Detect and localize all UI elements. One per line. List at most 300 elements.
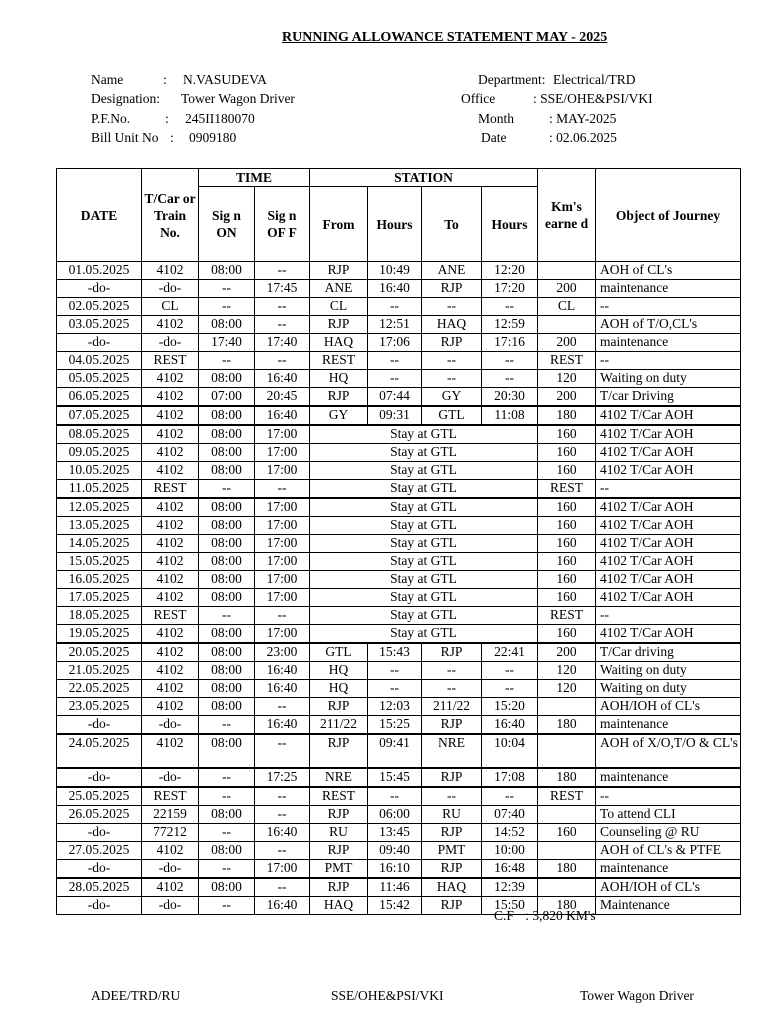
cell-kms <box>538 698 596 716</box>
table-row <box>57 334 741 352</box>
cell-hours-2: 16:40 <box>482 716 538 735</box>
cell-hours-1: -- <box>368 298 422 316</box>
cell-tcar: 4102 <box>142 662 199 680</box>
cell-date: 07.05.2025 <box>57 406 142 425</box>
cell-sign-off: 17:00 <box>255 553 310 571</box>
cell-sign-on: 08:00 <box>199 517 255 535</box>
table-row <box>57 462 741 480</box>
cell-tcar: 4102 <box>142 643 199 662</box>
cell-tcar: -do- <box>142 768 199 787</box>
cell-object: -- <box>596 352 741 370</box>
cell-sign-off: 17:00 <box>255 498 310 517</box>
cell-sign-off: 16:40 <box>255 897 310 915</box>
cell-object: AOH of CL's <box>596 262 741 280</box>
cell-tcar: 4102 <box>142 406 199 425</box>
cell-sign-on: 08:00 <box>199 370 255 388</box>
cell-from: RJP <box>310 842 368 860</box>
cell-to: RJP <box>422 824 482 842</box>
signature-sse: SSE/OHE&PSI/VKI <box>331 988 444 1003</box>
cell-sign-off: -- <box>255 787 310 806</box>
cell-kms <box>538 842 596 860</box>
cell-object: Waiting on duty <box>596 370 741 388</box>
bill-unit-value: 0909180 <box>189 130 237 145</box>
cell-object: 4102 T/Car AOH <box>596 498 741 517</box>
cell-stay: Stay at GTL <box>310 553 538 571</box>
cell-object: T/car Driving <box>596 388 741 407</box>
col-header-date: DATE <box>57 169 142 262</box>
cell-hours-2: 17:20 <box>482 280 538 298</box>
cell-stay: Stay at GTL <box>310 571 538 589</box>
cell-date: 16.05.2025 <box>57 571 142 589</box>
table-row <box>57 897 741 915</box>
cell-sign-on: 08:00 <box>199 571 255 589</box>
cell-hours-2: 16:48 <box>482 860 538 879</box>
cell-tcar: 4102 <box>142 462 199 480</box>
cell-object: maintenance <box>596 768 741 787</box>
cell-object: T/Car driving <box>596 643 741 662</box>
cell-hours-1: -- <box>368 680 422 698</box>
cell-object: 4102 T/Car AOH <box>596 517 741 535</box>
cell-from: CL <box>310 298 368 316</box>
cell-sign-off: 17:00 <box>255 589 310 607</box>
table-row <box>57 280 741 298</box>
date-value: : 02.06.2025 <box>549 130 617 145</box>
cell-tcar: 4102 <box>142 734 199 768</box>
table-row <box>57 643 741 662</box>
cf-value: : 3,820 KM's <box>525 908 596 923</box>
cell-sign-on: -- <box>199 897 255 915</box>
cell-date: 24.05.2025 <box>57 734 142 768</box>
cell-from: HQ <box>310 370 368 388</box>
cell-kms: 120 <box>538 680 596 698</box>
cell-tcar: REST <box>142 352 199 370</box>
cell-sign-on: 07:00 <box>199 388 255 407</box>
cell-date: 20.05.2025 <box>57 643 142 662</box>
table-row <box>57 787 741 806</box>
cell-tcar: 4102 <box>142 553 199 571</box>
cell-sign-off: 23:00 <box>255 643 310 662</box>
cell-hours-2: -- <box>482 352 538 370</box>
cell-hours-2: 15:50 <box>482 897 538 915</box>
cell-hours-2: 07:40 <box>482 806 538 824</box>
cell-object: maintenance <box>596 334 741 352</box>
cell-sign-off: -- <box>255 878 310 897</box>
cell-tcar: -do- <box>142 280 199 298</box>
cell-sign-on: -- <box>199 768 255 787</box>
cell-to: RJP <box>422 643 482 662</box>
cell-hours-2: -- <box>482 662 538 680</box>
cell-kms: 160 <box>538 517 596 535</box>
cell-date: 17.05.2025 <box>57 589 142 607</box>
cell-object: -- <box>596 480 741 499</box>
cell-to: RJP <box>422 768 482 787</box>
table-row <box>57 662 741 680</box>
table-row <box>57 824 741 842</box>
cell-from: REST <box>310 787 368 806</box>
cell-object: 4102 T/Car AOH <box>596 462 741 480</box>
cell-hours-2: 22:41 <box>482 643 538 662</box>
cell-sign-off: -- <box>255 480 310 499</box>
cell-object: AOH/IOH of CL's <box>596 878 741 897</box>
cell-sign-off: -- <box>255 298 310 316</box>
pf-value: 245II180070 <box>185 111 255 126</box>
cell-tcar: 4102 <box>142 625 199 644</box>
cell-hours-2: -- <box>482 680 538 698</box>
cell-tcar: 4102 <box>142 262 199 280</box>
cell-from: PMT <box>310 860 368 879</box>
cell-date: 02.05.2025 <box>57 298 142 316</box>
cell-tcar: -do- <box>142 860 199 879</box>
cell-object: -- <box>596 607 741 625</box>
cell-sign-on: 08:00 <box>199 680 255 698</box>
cell-from: RJP <box>310 806 368 824</box>
cell-from: HQ <box>310 662 368 680</box>
cell-date: -do- <box>57 280 142 298</box>
name-separator: : <box>163 72 167 87</box>
cell-from: GTL <box>310 643 368 662</box>
cell-date: 18.05.2025 <box>57 607 142 625</box>
cell-stay: Stay at GTL <box>310 498 538 517</box>
cell-date: 21.05.2025 <box>57 662 142 680</box>
cell-date: 14.05.2025 <box>57 535 142 553</box>
cell-kms <box>538 878 596 897</box>
cell-tcar: 4102 <box>142 878 199 897</box>
cell-hours-1: 12:03 <box>368 698 422 716</box>
cell-sign-off: 17:00 <box>255 535 310 553</box>
carried-forward <box>494 908 596 924</box>
cell-object: 4102 T/Car AOH <box>596 625 741 644</box>
cell-kms: 200 <box>538 643 596 662</box>
cell-stay: Stay at GTL <box>310 517 538 535</box>
table-row <box>57 352 741 370</box>
table-row <box>57 262 741 280</box>
cell-sign-on: 08:00 <box>199 878 255 897</box>
cell-sign-off: 17:00 <box>255 625 310 644</box>
cell-sign-off: -- <box>255 698 310 716</box>
cell-to: PMT <box>422 842 482 860</box>
col-header-to: To <box>422 187 482 262</box>
cell-kms: 180 <box>538 716 596 735</box>
cell-kms: 180 <box>538 897 596 915</box>
pf-separator: : <box>165 111 169 126</box>
cell-hours-1: 09:31 <box>368 406 422 425</box>
cell-kms: 160 <box>538 498 596 517</box>
cell-tcar: -do- <box>142 897 199 915</box>
cell-tcar: 22159 <box>142 806 199 824</box>
cell-hours-1: 15:42 <box>368 897 422 915</box>
cell-date: -do- <box>57 716 142 735</box>
cell-stay: Stay at GTL <box>310 425 538 444</box>
cell-date: 26.05.2025 <box>57 806 142 824</box>
cell-sign-off: 16:40 <box>255 824 310 842</box>
table-row <box>57 768 741 787</box>
cell-from: RU <box>310 824 368 842</box>
department-value: Electrical/TRD <box>553 72 636 87</box>
cell-sign-on: 08:00 <box>199 498 255 517</box>
col-header-tcar: T/Car or Train No. <box>142 169 199 262</box>
cell-date: 10.05.2025 <box>57 462 142 480</box>
cell-kms: 180 <box>538 768 596 787</box>
cell-sign-off: -- <box>255 262 310 280</box>
cell-tcar: CL <box>142 298 199 316</box>
cell-hours-2: 17:16 <box>482 334 538 352</box>
cell-tcar: 4102 <box>142 680 199 698</box>
table-row <box>57 406 741 425</box>
cell-sign-off: 17:00 <box>255 517 310 535</box>
cell-from: GY <box>310 406 368 425</box>
table-row <box>57 553 741 571</box>
cell-hours-1: 09:41 <box>368 734 422 768</box>
cell-sign-on: -- <box>199 607 255 625</box>
cell-sign-off: -- <box>255 352 310 370</box>
cell-object: 4102 T/Car AOH <box>596 425 741 444</box>
cell-date: 23.05.2025 <box>57 698 142 716</box>
cf-label: C.F <box>494 908 514 923</box>
cell-to: -- <box>422 370 482 388</box>
cell-object: AOH of CL's & PTFE <box>596 842 741 860</box>
cell-object: 4102 T/Car AOH <box>596 406 741 425</box>
cell-kms <box>538 316 596 334</box>
cell-sign-on: 08:00 <box>199 425 255 444</box>
cell-date: 15.05.2025 <box>57 553 142 571</box>
cell-hours-1: 16:10 <box>368 860 422 879</box>
cell-sign-off: 16:40 <box>255 406 310 425</box>
cell-object: 4102 T/Car AOH <box>596 535 741 553</box>
cell-tcar: REST <box>142 787 199 806</box>
cell-from: 211/22 <box>310 716 368 735</box>
cell-sign-off: 16:40 <box>255 370 310 388</box>
cell-date: 13.05.2025 <box>57 517 142 535</box>
cell-to: RJP <box>422 334 482 352</box>
cell-tcar: 4102 <box>142 425 199 444</box>
cell-sign-off: 16:40 <box>255 680 310 698</box>
cell-hours-2: 20:30 <box>482 388 538 407</box>
cell-date: 11.05.2025 <box>57 480 142 499</box>
cell-kms: 160 <box>538 571 596 589</box>
department-label: Department: <box>478 72 546 87</box>
cell-tcar: -do- <box>142 716 199 735</box>
cell-kms: 160 <box>538 535 596 553</box>
col-header-station: STATION <box>310 169 538 187</box>
cell-date: 28.05.2025 <box>57 878 142 897</box>
cell-to: RJP <box>422 860 482 879</box>
cell-sign-off: -- <box>255 806 310 824</box>
cell-object: maintenance <box>596 716 741 735</box>
cell-sign-on: -- <box>199 860 255 879</box>
cell-kms: 200 <box>538 334 596 352</box>
cell-object: 4102 T/Car AOH <box>596 589 741 607</box>
cell-hours-1: -- <box>368 370 422 388</box>
table-row <box>57 316 741 334</box>
cell-kms: 160 <box>538 425 596 444</box>
cell-hours-2: 12:39 <box>482 878 538 897</box>
signature-adee: ADEE/TRD/RU <box>91 988 181 1003</box>
cell-tcar: 4102 <box>142 842 199 860</box>
cell-kms: 160 <box>538 553 596 571</box>
cell-object: AOH of T/O,CL's <box>596 316 741 334</box>
cell-kms: 180 <box>538 860 596 879</box>
cell-date: 03.05.2025 <box>57 316 142 334</box>
cell-object: Maintenance <box>596 897 741 915</box>
table-row <box>57 716 741 735</box>
cell-kms: 160 <box>538 824 596 842</box>
cell-object: Counseling @ RU <box>596 824 741 842</box>
cell-hours-1: 06:00 <box>368 806 422 824</box>
cell-stay: Stay at GTL <box>310 444 538 462</box>
cell-to: -- <box>422 298 482 316</box>
table-row <box>57 878 741 897</box>
cell-to: RJP <box>422 897 482 915</box>
cell-tcar: 4102 <box>142 388 199 407</box>
cell-date: 27.05.2025 <box>57 842 142 860</box>
month-value: : MAY-2025 <box>549 111 617 126</box>
cell-sign-off: 17:00 <box>255 425 310 444</box>
cell-to: RU <box>422 806 482 824</box>
cell-hours-1: 11:46 <box>368 878 422 897</box>
table-row <box>57 298 741 316</box>
col-header-hours-2: Hours <box>482 187 538 262</box>
table-body <box>57 262 741 915</box>
cell-from: NRE <box>310 768 368 787</box>
cell-to: NRE <box>422 734 482 768</box>
table-row <box>57 425 741 444</box>
table-row <box>57 498 741 517</box>
cell-object: AOH/IOH of CL's <box>596 698 741 716</box>
designation-value: Tower Wagon Driver <box>181 91 295 106</box>
cell-kms: REST <box>538 352 596 370</box>
cell-tcar: 4102 <box>142 316 199 334</box>
cell-hours-2: 14:52 <box>482 824 538 842</box>
cell-sign-on: 08:00 <box>199 262 255 280</box>
table-row <box>57 842 741 860</box>
col-header-sign-on: Sig n ON <box>199 187 255 262</box>
date-label: Date <box>481 130 507 145</box>
cell-tcar: -do- <box>142 334 199 352</box>
cell-object: Waiting on duty <box>596 680 741 698</box>
cell-sign-off: 17:25 <box>255 768 310 787</box>
cell-kms: CL <box>538 298 596 316</box>
cell-date: -do- <box>57 860 142 879</box>
cell-to: -- <box>422 662 482 680</box>
cell-stay: Stay at GTL <box>310 535 538 553</box>
table-row <box>57 444 741 462</box>
cell-from: RJP <box>310 878 368 897</box>
col-header-time: TIME <box>199 169 310 187</box>
cell-object: AOH of X/O,T/O & CL's <box>596 734 741 768</box>
cell-stay: Stay at GTL <box>310 607 538 625</box>
name-label: Name <box>91 72 124 87</box>
cell-kms <box>538 734 596 768</box>
table-row <box>57 480 741 499</box>
cell-sign-off: -- <box>255 607 310 625</box>
cell-date: -do- <box>57 768 142 787</box>
cell-hours-1: 15:43 <box>368 643 422 662</box>
cell-sign-off: 17:45 <box>255 280 310 298</box>
cell-sign-off: 16:40 <box>255 716 310 735</box>
cell-sign-on: 17:40 <box>199 334 255 352</box>
cell-object: Waiting on duty <box>596 662 741 680</box>
cell-tcar: 77212 <box>142 824 199 842</box>
cell-hours-2: 12:20 <box>482 262 538 280</box>
pf-label: P.F.No. <box>91 111 131 126</box>
table-row <box>57 607 741 625</box>
allowance-table <box>56 168 741 915</box>
cell-date: 08.05.2025 <box>57 425 142 444</box>
cell-hours-1: -- <box>368 662 422 680</box>
cell-object: 4102 T/Car AOH <box>596 553 741 571</box>
cell-sign-on: 08:00 <box>199 553 255 571</box>
cell-sign-on: 08:00 <box>199 806 255 824</box>
cell-sign-off: 17:00 <box>255 444 310 462</box>
cell-date: 01.05.2025 <box>57 262 142 280</box>
cell-to: -- <box>422 787 482 806</box>
cell-date: 05.05.2025 <box>57 370 142 388</box>
cell-kms: 160 <box>538 589 596 607</box>
cell-to: HAQ <box>422 878 482 897</box>
cell-tcar: 4102 <box>142 535 199 553</box>
cell-sign-on: -- <box>199 824 255 842</box>
cell-date: 19.05.2025 <box>57 625 142 644</box>
cell-sign-on: 08:00 <box>199 589 255 607</box>
cell-hours-2: -- <box>482 298 538 316</box>
cell-sign-on: 08:00 <box>199 406 255 425</box>
cell-hours-1: 15:45 <box>368 768 422 787</box>
cell-sign-on: -- <box>199 787 255 806</box>
cell-sign-off: 17:00 <box>255 571 310 589</box>
col-header-sign-off: Sig n OF F <box>255 187 310 262</box>
cell-from: HAQ <box>310 897 368 915</box>
cell-from: HQ <box>310 680 368 698</box>
cell-object: -- <box>596 787 741 806</box>
cell-to: RJP <box>422 280 482 298</box>
cell-kms <box>538 262 596 280</box>
table-row <box>57 625 741 644</box>
cell-kms: 160 <box>538 444 596 462</box>
cell-date: -do- <box>57 334 142 352</box>
cell-sign-on: 08:00 <box>199 662 255 680</box>
table-row <box>57 698 741 716</box>
cell-tcar: 4102 <box>142 370 199 388</box>
cell-kms: REST <box>538 607 596 625</box>
cell-tcar: REST <box>142 607 199 625</box>
cell-sign-off: -- <box>255 734 310 768</box>
cell-hours-1: -- <box>368 352 422 370</box>
designation-label: Designation: <box>91 91 160 106</box>
cell-date: -do- <box>57 824 142 842</box>
cell-from: ANE <box>310 280 368 298</box>
cell-object: -- <box>596 298 741 316</box>
table-row <box>57 734 741 768</box>
cell-from: REST <box>310 352 368 370</box>
cell-sign-on: 08:00 <box>199 535 255 553</box>
cell-hours-1: -- <box>368 787 422 806</box>
cell-sign-on: -- <box>199 352 255 370</box>
signature-driver: Tower Wagon Driver <box>580 988 694 1003</box>
cell-hours-2: 11:08 <box>482 406 538 425</box>
table-row <box>57 370 741 388</box>
cell-date: 09.05.2025 <box>57 444 142 462</box>
cell-sign-off: -- <box>255 842 310 860</box>
cell-sign-on: -- <box>199 298 255 316</box>
cell-sign-off: 16:40 <box>255 662 310 680</box>
cell-sign-on: -- <box>199 716 255 735</box>
cell-tcar: 4102 <box>142 517 199 535</box>
cell-sign-off: -- <box>255 316 310 334</box>
cell-from: RJP <box>310 388 368 407</box>
cell-to: GTL <box>422 406 482 425</box>
cell-kms: 200 <box>538 280 596 298</box>
cell-hours-1: 07:44 <box>368 388 422 407</box>
